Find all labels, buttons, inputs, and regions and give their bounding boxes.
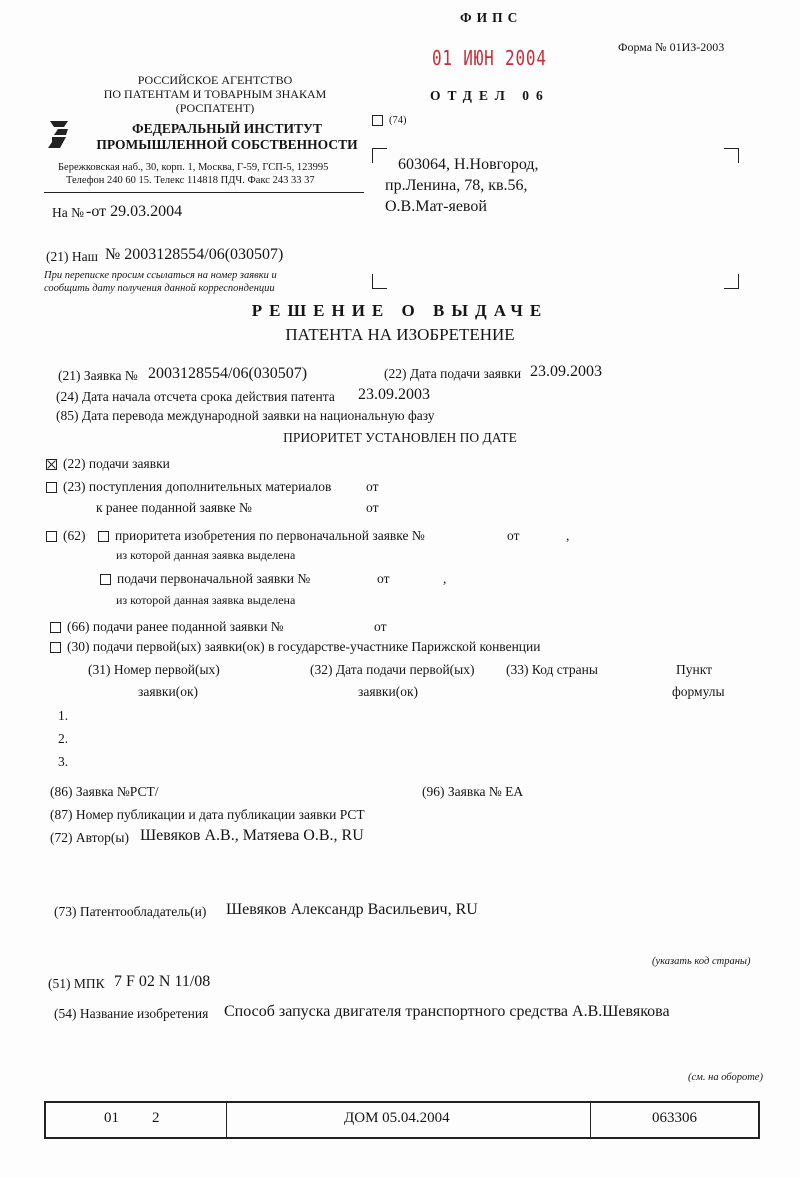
- address-corner-tl: [372, 148, 387, 163]
- ref-note-line2: сообщить дату получения данной корреспонденции: [44, 283, 275, 294]
- priority-item-30-label: (30) подачи первой(ых) заявки(ок) в государстве-участнике Парижской конвенции: [67, 639, 541, 654]
- paris-col1-header-line2: заявки(ок): [138, 684, 198, 699]
- application-label: (21) Заявка №: [58, 368, 138, 383]
- start-date-label: (24) Дата начала отсчета срока действия патента: [56, 389, 335, 404]
- footer-dept: ДОМ 05.04.2004: [344, 1110, 450, 1126]
- priority-item-66-label: (66) подачи ранее поданной заявки №: [67, 619, 284, 634]
- ipc-label: (51) МПК: [48, 976, 105, 991]
- filing-date-value: 23.09.2003: [530, 363, 602, 380]
- country-code-note: (указать код страны): [652, 956, 751, 967]
- priority-item-23-sub: к ранее поданной заявке №: [96, 500, 252, 515]
- priority-item-62b-label: подачи первоначальной заявки №: [117, 571, 311, 586]
- priority-item-30: [50, 639, 540, 655]
- priority-item-62-code: (62): [63, 528, 86, 543]
- recipient-code: [372, 115, 407, 126]
- application-value: 2003128554/06(030507): [148, 365, 308, 382]
- agency-line2: ПО ПАТЕНТАМ И ТОВАРНЫМ ЗНАКАМ: [103, 87, 327, 101]
- pct-label: (86) Заявка №РСТ/: [50, 784, 159, 799]
- recipient-line2: пр.Ленина, 78, кв.56,: [385, 177, 528, 194]
- filing-date-label: (22) Дата подачи заявки: [384, 366, 522, 381]
- invention-label: (54) Название изобретения: [54, 1006, 209, 1021]
- header-divider: [44, 192, 364, 193]
- paris-col4-header-line2: формулы: [672, 684, 725, 699]
- footer-code2: 2: [152, 1110, 160, 1126]
- paris-col4-header: Пункт: [676, 662, 713, 677]
- address-corner-tr: [724, 148, 739, 163]
- paris-col2-header-line2: заявки(ок): [358, 684, 418, 699]
- ref-number-value: -от 29.03.2004: [86, 203, 183, 220]
- footer-number: 063306: [652, 1110, 697, 1126]
- our-ref-value: № 2003128554/06(030507): [105, 246, 284, 263]
- agency-line3: (РОСПАТЕНТ): [175, 101, 255, 115]
- see-reverse-note: (см. на обороте): [688, 1072, 763, 1083]
- checkbox-icon[interactable]: [98, 531, 109, 542]
- ref-note-line1: При переписке просим ссылаться на номер заявки и: [44, 270, 277, 281]
- invention-value: Способ запуска двигателя транспортного средства А.В.Шевякова: [224, 1003, 670, 1020]
- priority-item-62a: [98, 528, 425, 544]
- authors-label: (72) Автор(ы): [50, 830, 129, 845]
- institute-line1: ФЕДЕРАЛЬНЫЙ ИНСТИТУТ: [132, 121, 322, 136]
- institute-address: Бережковская наб., 30, корп. 1, Москва, Г-59, ГСП-5, 123995: [58, 162, 329, 173]
- priority-item-62a-label: приоритета изобретения по первоначальной заявке №: [115, 528, 425, 543]
- our-ref-label: (21) Наш: [46, 249, 99, 264]
- priority-item-62a-ot: от: [507, 528, 520, 543]
- stamp-org: ФИПС: [460, 10, 523, 25]
- ref-number-label: На №: [52, 205, 84, 220]
- footer-divider-2: [590, 1103, 591, 1137]
- form-number: Форма № 01ИЗ-2003: [618, 40, 725, 54]
- checkbox-checked-icon[interactable]: [46, 459, 57, 470]
- start-date-value: 23.09.2003: [358, 386, 430, 403]
- priority-item-22-label: (22) подачи заявки: [63, 456, 170, 471]
- priority-item-62b-comma: ,: [443, 571, 447, 586]
- priority-item-62b-ot: от: [377, 571, 390, 586]
- agency-line1: РОССИЙСКОЕ АГЕНТСТВО: [137, 73, 293, 87]
- checkbox-icon[interactable]: [100, 574, 111, 585]
- document-title: РЕШЕНИЕ О ВЫДАЧЕ: [251, 301, 549, 320]
- paris-row-3: 3.: [58, 754, 69, 769]
- owner-value: Шевяков Александр Васильевич, RU: [226, 901, 478, 918]
- priority-item-23-ot: от: [366, 479, 379, 494]
- recipient-line3: О.В.Мат-яевой: [385, 198, 487, 215]
- institute-line2: ПРОМЫШЛЕННОЙ СОБСТВЕННОСТИ: [96, 137, 358, 152]
- translation-date-label: (85) Дата перевода международной заявки на национальную фазу: [56, 408, 435, 423]
- priority-heading: ПРИОРИТЕТ УСТАНОВЛЕН ПО ДАТЕ: [283, 430, 517, 445]
- checkbox-icon[interactable]: [46, 482, 57, 493]
- paris-row-1: 1.: [58, 708, 69, 723]
- priority-item-62a-comma: ,: [566, 528, 570, 543]
- priority-item-23-sub-ot: от: [366, 500, 379, 515]
- footer-divider-1: [226, 1103, 227, 1137]
- address-corner-bl: [372, 274, 387, 289]
- checkbox-icon[interactable]: [46, 531, 57, 542]
- document-subtitle: ПАТЕНТА НА ИЗОБРЕТЕНИЕ: [285, 325, 515, 344]
- priority-item-23-label: (23) поступления дополнительных материалов: [63, 479, 332, 494]
- ea-label: (96) Заявка № ЕА: [422, 784, 524, 799]
- priority-item-62b-sub: из которой данная заявка выделена: [116, 593, 296, 607]
- institute-phone: Телефон 240 60 15. Телекс 114818 ПДЧ. Факс 243 33 37: [66, 175, 315, 186]
- footer-code1: 01: [104, 1110, 119, 1126]
- checkbox-icon[interactable]: [50, 642, 61, 653]
- paris-col1-header: (31) Номер первой(ых): [88, 662, 220, 677]
- stamp-department: ОТДЕЛ 06: [430, 88, 550, 103]
- priority-item-62: [46, 528, 86, 544]
- authors-value: Шевяков А.В., Матяева О.В., RU: [140, 827, 364, 844]
- institute-logo-icon: [44, 118, 72, 150]
- priority-item-62a-sub: из которой данная заявка выделена: [116, 548, 296, 562]
- priority-item-62b: [100, 571, 310, 587]
- priority-item-66-ot: от: [374, 619, 387, 634]
- address-corner-br: [724, 274, 739, 289]
- paris-row-2: 2.: [58, 731, 69, 746]
- recipient-code-label: (74): [389, 115, 407, 126]
- priority-item-66: [50, 619, 284, 635]
- recipient-line1: 603064, Н.Новгород,: [398, 156, 539, 173]
- paris-col2-header: (32) Дата подачи первой(ых): [310, 662, 475, 677]
- ipc-value: 7 F 02 N 11/08: [114, 973, 211, 990]
- priority-item-23: [46, 479, 331, 495]
- stamp-date: 01 ИЮН 2004: [432, 46, 547, 70]
- paris-col3-header: (33) Код страны: [506, 662, 598, 677]
- checkbox-icon[interactable]: [50, 622, 61, 633]
- owner-label: (73) Патентообладатель(и): [54, 904, 207, 919]
- priority-item-22: [46, 456, 170, 472]
- footer-table: [44, 1101, 760, 1139]
- pct-publication-label: (87) Номер публикации и дата публикации заявки РСТ: [50, 807, 365, 822]
